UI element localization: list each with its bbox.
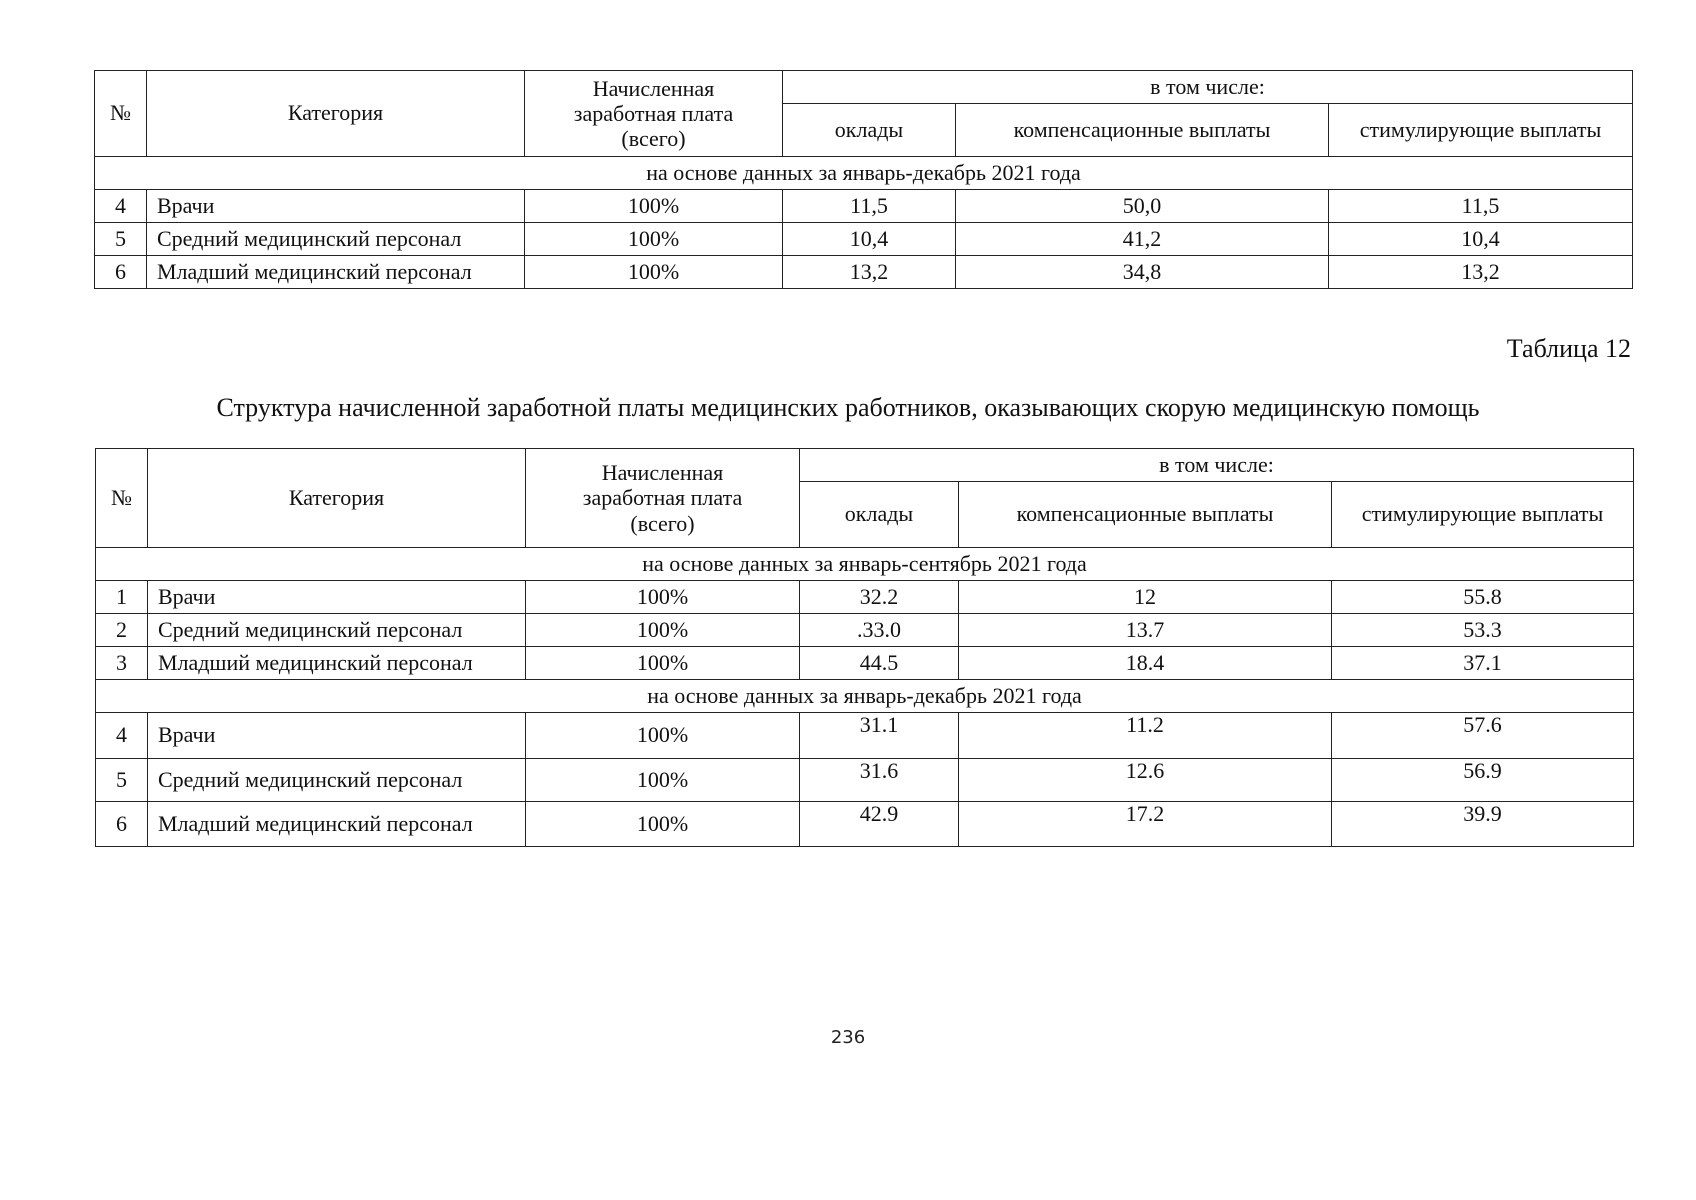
- table-title: Структура начисленной заработной платы медицинских работников, оказывающих скорую медицинскую помощь: [216, 393, 1480, 422]
- section-row: [96, 548, 1634, 581]
- section-label: на основе данных за январь-сентябрь 2021 года: [96, 548, 1634, 581]
- row-total: 100%: [525, 223, 783, 256]
- row-category: Врачи: [148, 713, 526, 759]
- row-incentive: 39.9: [1332, 802, 1634, 847]
- row-num: 6: [95, 256, 147, 289]
- row-num: 5: [96, 759, 148, 802]
- row-category: Младший медицинский персонал: [147, 256, 525, 289]
- row-salaries: 10,4: [783, 223, 956, 256]
- table-row: [95, 223, 1633, 256]
- header-row: [96, 449, 1634, 482]
- header-total-line1: Начисленная: [601, 460, 724, 486]
- header-num: №: [96, 449, 148, 548]
- table-row: [96, 759, 1634, 802]
- row-category: Младший медицинский персонал: [148, 802, 526, 847]
- row-salaries: 32.2: [800, 581, 959, 614]
- row-salaries: 44.5: [800, 647, 959, 680]
- header-num: №: [95, 71, 147, 157]
- header-row: [95, 71, 1633, 104]
- row-category: Врачи: [147, 190, 525, 223]
- row-incentive: 10,4: [1329, 223, 1633, 256]
- row-compensation: 12.6: [959, 759, 1332, 802]
- row-incentive: 53.3: [1332, 614, 1634, 647]
- row-total: 100%: [526, 802, 800, 847]
- table-row: [95, 190, 1633, 223]
- row-num: 4: [95, 190, 147, 223]
- row-total: 100%: [526, 759, 800, 802]
- section-label: на основе данных за январь-декабрь 2021 года: [96, 680, 1634, 713]
- header-total-line1: Начисленная: [592, 75, 715, 101]
- row-category: Младший медицинский персонал: [148, 647, 526, 680]
- row-num: 5: [95, 223, 147, 256]
- table-row: [96, 647, 1634, 680]
- main-table: [95, 448, 1634, 847]
- row-incentive: 57.6: [1332, 713, 1634, 759]
- header-compensation: компенсационные выплаты: [956, 104, 1329, 157]
- row-compensation: 41,2: [956, 223, 1329, 256]
- row-category: Средний медицинский персонал: [148, 759, 526, 802]
- row-num: 2: [96, 614, 148, 647]
- row-incentive: 37.1: [1332, 647, 1634, 680]
- row-num: 1: [96, 581, 148, 614]
- row-incentive: 56.9: [1332, 759, 1634, 802]
- header-total-line2: заработная плата: [573, 100, 734, 126]
- row-salaries: 13,2: [783, 256, 956, 289]
- row-total: 100%: [526, 581, 800, 614]
- header-salaries: оклады: [800, 482, 959, 548]
- row-incentive: 55.8: [1332, 581, 1634, 614]
- section-row: [95, 157, 1633, 190]
- row-compensation: 50,0: [956, 190, 1329, 223]
- header-category: Категория: [147, 71, 525, 157]
- row-num: 4: [96, 713, 148, 759]
- header-incentive: стимулирующие выплаты: [1332, 482, 1634, 548]
- header-including: в том числе:: [783, 71, 1633, 104]
- row-compensation: 12: [959, 581, 1332, 614]
- row-category: Средний медицинский персонал: [147, 223, 525, 256]
- row-salaries: 31.1: [800, 713, 959, 759]
- header-compensation: компенсационные выплаты: [959, 482, 1332, 548]
- header-total: [525, 71, 783, 157]
- header-including: в том числе:: [800, 449, 1634, 482]
- row-total: 100%: [526, 647, 800, 680]
- section-row: [96, 680, 1634, 713]
- row-compensation: 18.4: [959, 647, 1332, 680]
- row-compensation: 34,8: [956, 256, 1329, 289]
- header-category: Категория: [148, 449, 526, 548]
- row-total: 100%: [526, 713, 800, 759]
- table-row: [96, 802, 1634, 847]
- table-row: [95, 256, 1633, 289]
- header-salaries: оклады: [783, 104, 956, 157]
- header-total-line3: (всего): [630, 510, 695, 536]
- top-table: [94, 70, 1633, 289]
- row-total: 100%: [525, 190, 783, 223]
- table-row: [96, 614, 1634, 647]
- row-num: 3: [96, 647, 148, 680]
- row-total: 100%: [525, 256, 783, 289]
- row-category: Средний медицинский персонал: [148, 614, 526, 647]
- row-incentive: 11,5: [1329, 190, 1633, 223]
- row-compensation: 17.2: [959, 802, 1332, 847]
- header-incentive: стимулирующие выплаты: [1329, 104, 1633, 157]
- table-row: [96, 581, 1634, 614]
- row-salaries: 31.6: [800, 759, 959, 802]
- row-compensation: 13.7: [959, 614, 1332, 647]
- header-total-line2: заработная плата: [582, 485, 743, 511]
- row-compensation: 11.2: [959, 713, 1332, 759]
- row-incentive: 13,2: [1329, 256, 1633, 289]
- row-category: Врачи: [148, 581, 526, 614]
- row-salaries: .33.0: [800, 614, 959, 647]
- table-row: [96, 713, 1634, 759]
- row-num: 6: [96, 802, 148, 847]
- page-number: 236: [830, 1027, 866, 1048]
- header-total-line3: (всего): [621, 126, 686, 152]
- row-total: 100%: [526, 614, 800, 647]
- section-label: на основе данных за январь-декабрь 2021 года: [95, 157, 1633, 190]
- header-total: [526, 449, 800, 548]
- row-salaries: 11,5: [783, 190, 956, 223]
- table-number-label: Таблица 12: [1506, 334, 1631, 363]
- row-salaries: 42.9: [800, 802, 959, 847]
